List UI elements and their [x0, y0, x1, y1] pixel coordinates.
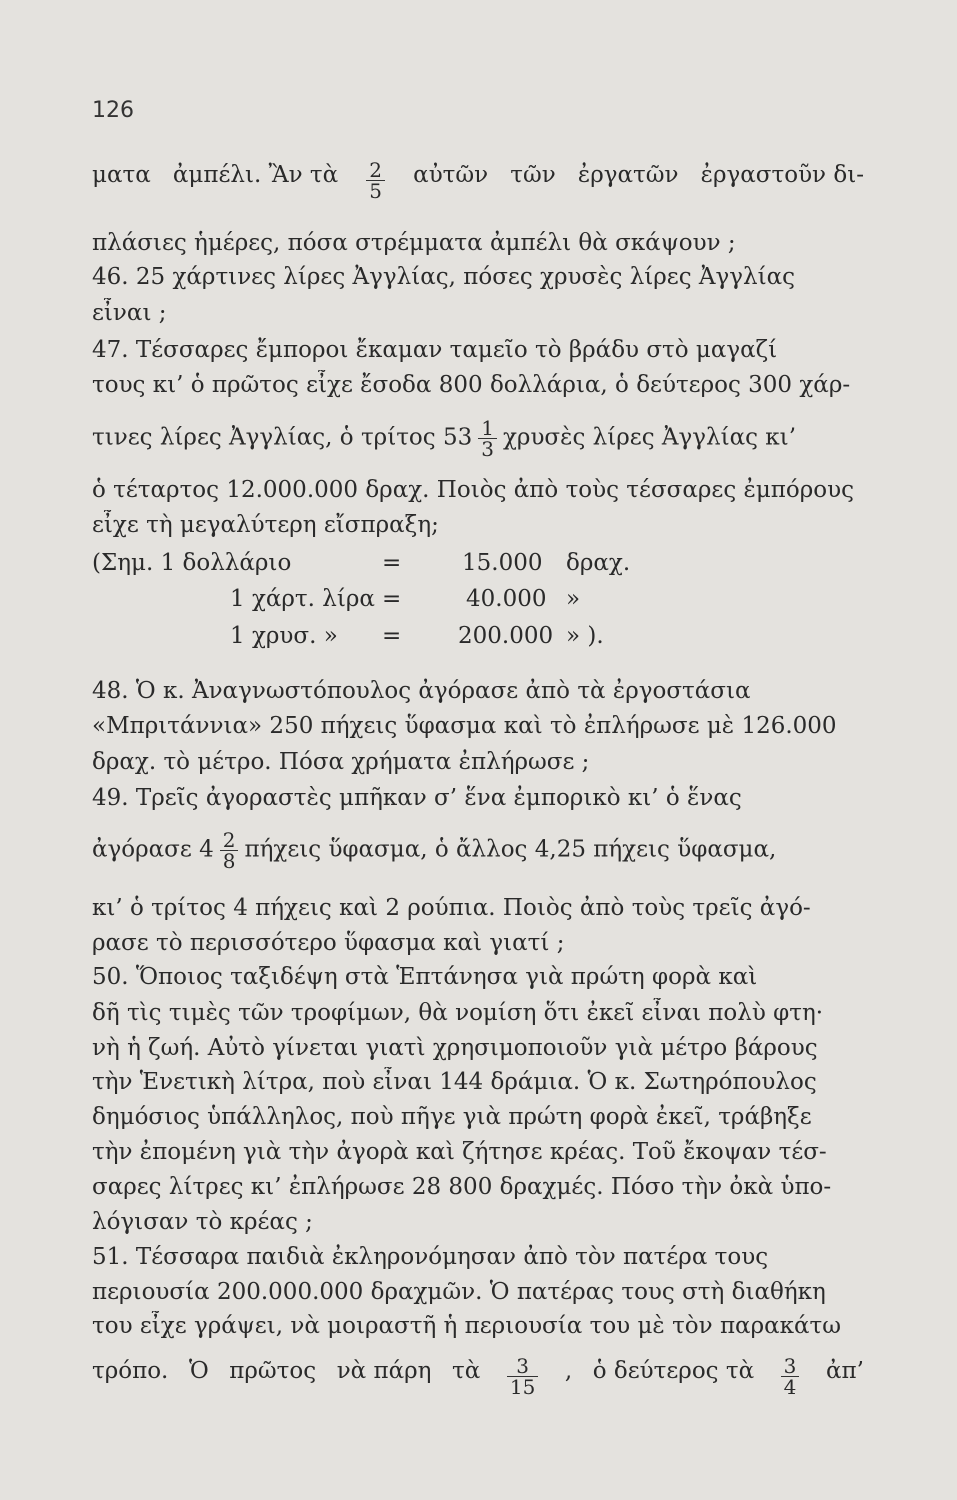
text-line-12: δραχ. τὸ μέτρο. Πόσα χρήματα ἐπλήρωσε ; [92, 749, 590, 775]
note-label-3: 1 χρυσ. » [230, 623, 338, 649]
text-line-13: 49. Τρεῖς ἀγοραστὲς μπῆκαν σ’ ἕνα ἐμπορικὸ κι’ ὁ ἕνας [92, 785, 742, 811]
note-value-1: 15.000 [462, 550, 543, 576]
text-line-21: δημόσιος ὑπάλληλος, ποὺ πῆγε γιὰ πρώτη φορὰ ἐκεῖ, τράβηξε [92, 1104, 812, 1130]
text-line-10: 48. Ὁ κ. Ἀναγνωστόπουλος ἀγόρασε ἀπὸ τὰ ἐργοστάσια [92, 678, 751, 704]
fraction: $\frac{3}{15}$ [507, 1356, 538, 1397]
text-segment: τῶν [510, 162, 556, 188]
text-line-17: 50. Ὅποιος ταξιδέψη στὰ Ἑπτάνησα γιὰ πρώτη φορὰ καὶ [92, 964, 758, 990]
note-value-3: 200.000 [458, 623, 554, 649]
fraction: $\frac{1}{3}$ [478, 418, 497, 459]
text-segment: ἐργατῶν [577, 162, 679, 188]
text-line-5: 47. Τέσσαρες ἔμποροι ἔκαμαν ταμεῖο τὸ βράδυ στὸ μαγαζί [92, 337, 778, 363]
fraction: $\frac{2}{5}$ [366, 160, 385, 201]
text-line-24: λόγισαν τὸ κρέας ; [92, 1209, 313, 1235]
text-line-2: πλάσιες ἡμέρες, πόσα στρέμματα ἀμπέλι θὰ σκάψουν ; [92, 230, 736, 256]
text-line-11: «Μπριτάννια» 250 πήχεις ὕφασμα καὶ τὸ ἐπλήρωσε μὲ 126.000 [92, 713, 837, 739]
note-unit-3: » ). [566, 623, 604, 649]
text-line-9: εἶχε τὴ μεγαλύτερη εἴσπραξη; [92, 512, 439, 538]
note-label-2: 1 χάρτ. λίρα [230, 586, 375, 612]
text-line-22: τὴν ἐπομένη γιὰ τὴν ἀγορὰ καὶ ζήτησε κρέας. Τοῦ ἔκοψαν τέσ- [92, 1139, 827, 1165]
text-line-20: τὴν Ἑνετικὴ λίτρα, ποὺ εἶναι 144 δράμια. Ὁ κ. Σωτηρόπουλος [92, 1069, 817, 1095]
text-line-6: τους κι’ ὁ πρῶτος εἶχε ἔσοδα 800 δολλάρια, ὁ δεύτερος 300 χάρ- [92, 372, 851, 398]
note-value-2: 40.000 [466, 586, 547, 612]
text-line-1 [92, 160, 864, 201]
text-line-18: δῆ τὶς τιμὲς τῶν τροφίμων, θὰ νομίση ὅτι ἐκεῖ εἶναι πολὺ φτη· [92, 1000, 824, 1026]
note-eq: = [382, 586, 402, 612]
note-label-1: (Σημ. 1 δολλάριο [92, 550, 292, 576]
text-line-16: ρασε τὸ περισσότερο ὕφασμα καὶ γιατί ; [92, 930, 565, 956]
fraction: $\frac{2}{8}$ [220, 830, 239, 871]
text-line-14: ἀγόρασε 4 $\frac{2}{8}$ πήχεις ὕφασμα, ὁ ἄλλος 4,25 πήχεις ὕφασμα, [92, 830, 777, 871]
text-segment: ματα [92, 162, 151, 188]
text-line-26: περιουσία 200.000.000 δραχμῶν. Ὁ πατέρας τους στὴ διαθήκη [92, 1279, 826, 1305]
note-eq: = [382, 550, 402, 576]
text-segment: ἀμπέλι. Ἂν τὰ [172, 162, 339, 188]
text-line-27: του εἶχε γράψει, νὰ μοιραστῆ ἡ περιουσία του μὲ τὸν παρακάτω [92, 1313, 842, 1339]
page-number: 126 [92, 98, 134, 123]
text-line-4: εἶναι ; [92, 300, 167, 326]
text-segment: ἐργαστοῦν δι- [700, 162, 864, 188]
text-segment: αὐτῶν [413, 162, 489, 188]
text-line-3: 46. 25 χάρτινες λίρες Ἀγγλίας, πόσες χρυσὲς λίρες Ἀγγλίας [92, 264, 796, 290]
text-line-19: νὴ ἡ ζωή. Αὐτὸ γίνεται γιατὶ χρησιμοποιοῦν γιὰ μέτρο βάρους [92, 1035, 818, 1061]
text-line-25: 51. Τέσσαρα παιδιὰ ἐκληρονόμησαν ἀπὸ τὸν πατέρα τους [92, 1244, 769, 1270]
note-unit-2: » [566, 586, 581, 612]
text-line-23: σαρες λίτρες κι’ ἐπλήρωσε 28 800 δραχμές. Πόσο τὴν ὀκὰ ὑπο- [92, 1174, 832, 1200]
text-line-8: ὁ τέταρτος 12.000.000 δραχ. Ποιὸς ἀπὸ τοὺς τέσσαρες ἐμπόρους [92, 477, 854, 503]
note-unit-1: δραχ. [566, 550, 631, 576]
text-line-15: κι’ ὁ τρίτος 4 πήχεις καὶ 2 ρούπια. Ποιὸς ἀπὸ τοὺς τρεῖς ἀγό- [92, 895, 811, 921]
text-line-7: τινες λίρες Ἀγγλίας, ὁ τρίτος 53 $\frac{1}{3}$ χρυσὲς λίρες Ἀγγλίας κι’ [92, 418, 797, 459]
text-line-28: τρόπο. Ὁ πρῶτος νὰ πάρη τὰ $\frac{3}{15}$ , ὁ δεύτερος τὰ $\frac{3}{4}$ ἀπ’ [92, 1356, 864, 1397]
note-eq: = [382, 623, 402, 649]
fraction: $\frac{3}{4}$ [781, 1356, 800, 1397]
